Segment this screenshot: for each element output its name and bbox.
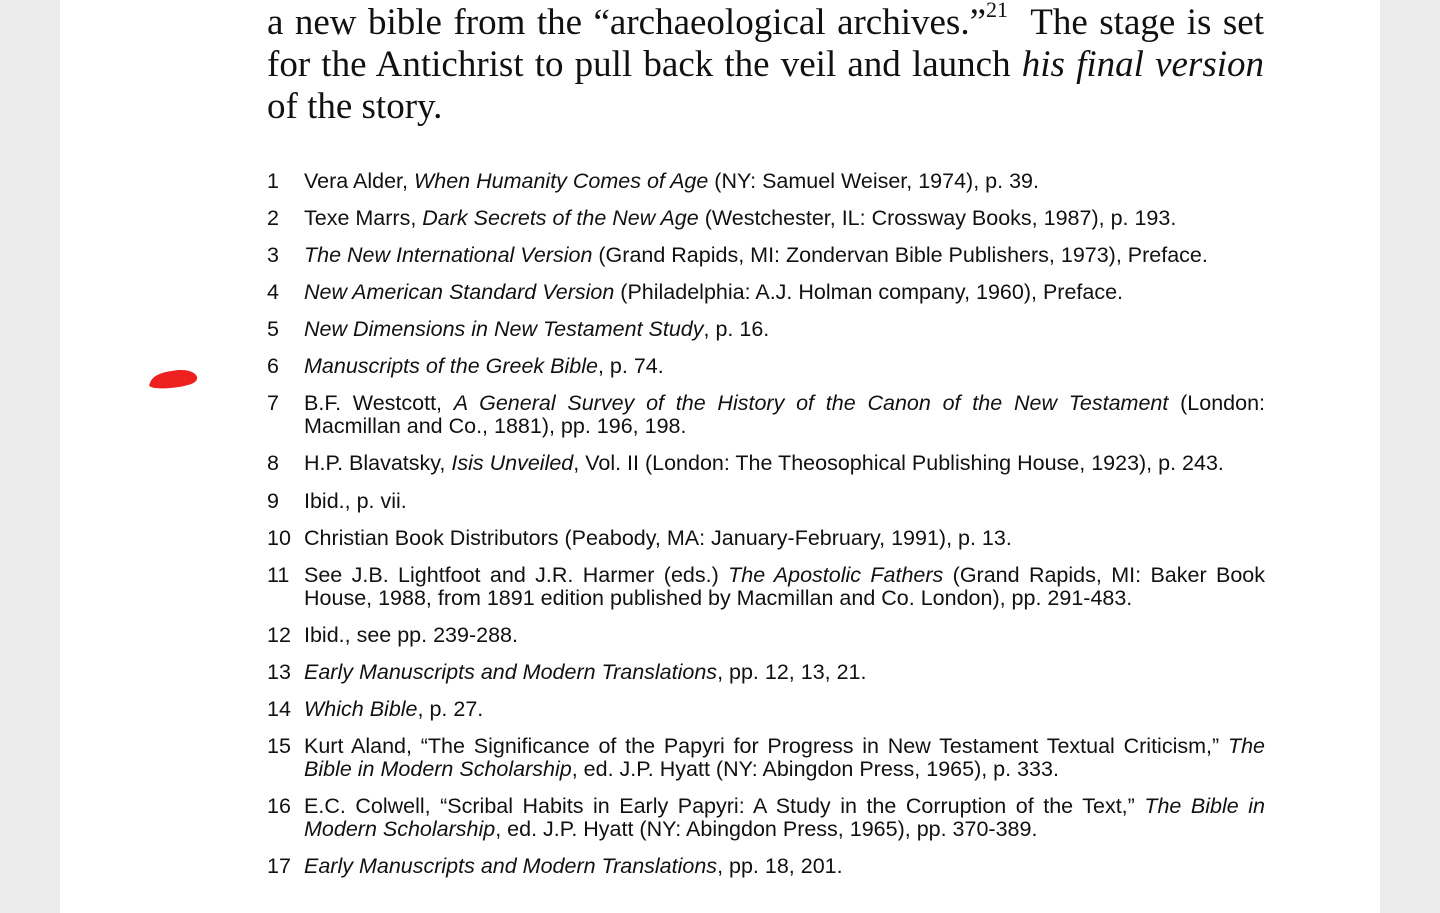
endnote-title: New American Standard Version [304, 280, 615, 304]
endnote-text [304, 698, 1265, 721]
endnote-15 [267, 735, 1265, 781]
endnote-text [304, 527, 1265, 550]
endnote-5 [267, 318, 1265, 341]
endnote-segment: , ed. J.P. Hyatt (NY: Abingdon Press, 1965), p. 333. [571, 757, 1059, 781]
endnote-text [304, 281, 1265, 304]
endnote-segment: , p. 16. [703, 317, 770, 341]
endnote-2 [267, 207, 1265, 230]
endnote-segment: Ibid., p. vii. [304, 489, 407, 513]
endnote-title: Early Manuscripts and Modern Translations [304, 854, 718, 878]
endnote-title: Manuscripts of the Greek Bible [304, 354, 598, 378]
endnote-text [304, 392, 1265, 438]
endnote-title: Early Manuscripts and Modern Translations [304, 660, 718, 684]
endnote-text [304, 355, 1265, 378]
body-line-2 [267, 44, 1264, 86]
endnote-4 [267, 281, 1265, 304]
body-line-1-tail: The stage is set [1008, 2, 1264, 43]
endnote-number: 10 [267, 526, 291, 550]
endnote-11 [267, 564, 1265, 610]
endnote-text [304, 661, 1265, 684]
endnote-10 [267, 527, 1265, 550]
endnote-13 [267, 661, 1265, 684]
endnote-number: 7 [267, 391, 279, 415]
body-line-1-text: a new bible from the “archaeological archives.” [267, 2, 987, 43]
endnote-number: 2 [267, 206, 279, 230]
endnote-number: 4 [267, 280, 279, 304]
endnote-number: 12 [267, 623, 291, 647]
endnote-title: Isis Unveiled [451, 451, 574, 475]
endnote-segment: , pp. 12, 13, 21. [717, 660, 867, 684]
endnote-6 [267, 355, 1265, 378]
body-line-1 [267, 2, 1264, 44]
endnote-number: 16 [267, 794, 291, 818]
endnote-text [304, 855, 1265, 878]
endnote-text [304, 795, 1265, 841]
body-paragraph [267, 2, 1264, 128]
endnote-9 [267, 490, 1265, 513]
endnote-title: The Bible in Modern Scholarship [304, 794, 1265, 841]
body-line-2-emphasis: his final version [1021, 44, 1264, 85]
endnote-12 [267, 624, 1265, 647]
endnote-segment: , ed. J.P. Hyatt (NY: Abingdon Press, 1965), pp. 370-389. [495, 817, 1038, 841]
endnote-title: Dark Secrets of the New Age [422, 206, 699, 230]
endnote-segment: (Grand Rapids, MI: Baker Book House, 1988, from 1891 edition published by Macmillan and Co. London), pp. 291-483. [304, 563, 1266, 610]
endnote-segment: H.P. Blavatsky, [304, 451, 452, 475]
endnote-segment: , p. 74. [597, 354, 664, 378]
endnote-segment: (NY: Samuel Weiser, 1974), p. 39. [708, 169, 1039, 193]
endnote-title: Which Bible [304, 697, 418, 721]
endnote-number: 17 [267, 854, 291, 878]
endnote-text [304, 170, 1265, 193]
endnote-segment: Ibid., see pp. 239-288. [304, 623, 518, 647]
endnote-number: 5 [267, 317, 279, 341]
endnote-title: When Humanity Comes of Age [413, 169, 709, 193]
endnote-segment: Texe Marrs, [304, 206, 423, 230]
endnote-segment: See J.B. Lightfoot and J.R. Harmer (eds.) [304, 563, 729, 587]
endnote-title: The Bible in Modern Scholarship [304, 734, 1265, 781]
endnote-number: 8 [267, 451, 279, 475]
endnote-segment: , p. 27. [417, 697, 484, 721]
endnote-title: The Apostolic Fathers [728, 563, 944, 587]
endnote-number: 6 [267, 354, 279, 378]
endnote-number: 11 [267, 563, 290, 587]
endnote-text [304, 564, 1265, 610]
endnote-segment: Vera Alder, [304, 169, 414, 193]
body-line-2-text: for the Antichrist to pull back the veil and launch [267, 44, 1022, 85]
endnotes-list [267, 170, 1265, 878]
endnote-text [304, 452, 1265, 475]
endnote-segment: B.F. Westcott, [304, 391, 454, 415]
endnote-text [304, 207, 1265, 230]
endnote-number: 9 [267, 489, 279, 513]
endnote-17 [267, 855, 1265, 878]
endnote-7 [267, 392, 1265, 438]
endnote-text [304, 735, 1265, 781]
endnote-number: 3 [267, 243, 279, 267]
endnote-segment: (Philadelphia: A.J. Holman company, 1960), Preface. [614, 280, 1124, 304]
endnote-16 [267, 795, 1265, 841]
endnote-text [304, 244, 1265, 267]
endnote-segment: (Grand Rapids, MI: Zondervan Bible Publishers, 1973), Preface. [592, 243, 1208, 267]
endnote-segment: , pp. 18, 201. [717, 854, 843, 878]
body-line-3: of the story. [267, 86, 443, 127]
endnote-title: The New International Version [304, 243, 593, 267]
endnote-segment: E.C. Colwell, “Scribal Habits in Early Papyri: A Study in the Corruption of the Text,” [304, 794, 1145, 818]
endnote-title: A General Survey of the History of the Canon of the New Testament [453, 391, 1169, 415]
endnote-number: 14 [267, 697, 291, 721]
document-page [60, 0, 1380, 913]
endnote-segment: Christian Book Distributors (Peabody, MA: January-February, 1991), p. 13. [304, 526, 1012, 550]
endnote-14 [267, 698, 1265, 721]
endnote-text [304, 490, 1265, 513]
endnote-8 [267, 452, 1265, 475]
red-highlight-mark [146, 366, 199, 392]
endnote-number: 15 [267, 734, 291, 758]
endnote-number: 13 [267, 660, 291, 684]
endnote-segment: (London: Macmillan and Co., 1881), pp. 196, 198. [304, 391, 1265, 438]
endnote-segment: Kurt Aland, “The Significance of the Papyri for Progress in New Testament Textual Criticism,” [304, 734, 1228, 758]
endnote-1 [267, 170, 1265, 193]
endnote-3 [267, 244, 1265, 267]
endnote-title: New Dimensions in New Testament Study [304, 317, 704, 341]
endnote-segment: , Vol. II (London: The Theosophical Publishing House, 1923), p. 243. [573, 451, 1224, 475]
footnote-ref-21[interactable]: 21 [986, 0, 1009, 22]
endnote-number: 1 [267, 169, 279, 193]
endnote-text [304, 624, 1265, 647]
endnote-text [304, 318, 1265, 341]
endnote-segment: (Westchester, IL: Crossway Books, 1987), p. 193. [698, 206, 1177, 230]
